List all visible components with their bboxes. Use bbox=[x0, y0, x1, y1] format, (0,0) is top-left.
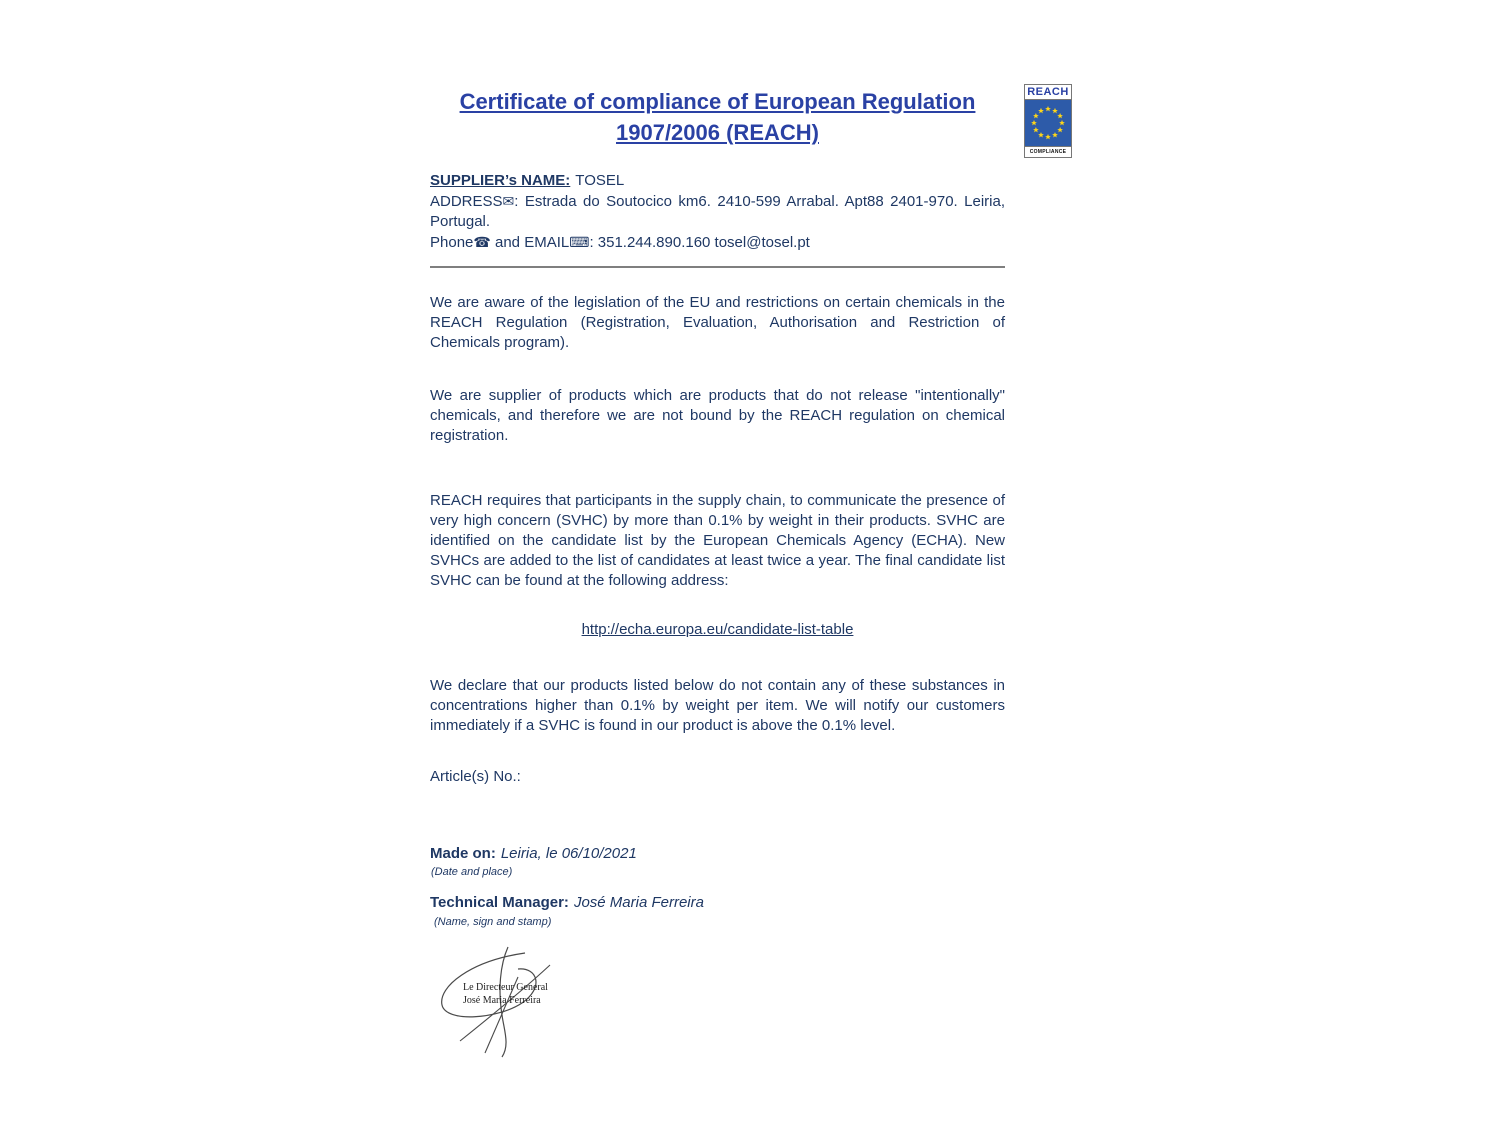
email-label: and EMAIL bbox=[490, 234, 570, 251]
candidate-list-link[interactable]: http://echa.europa.eu/candidate-list-table bbox=[581, 621, 854, 638]
title-line-1: Certificate of compliance of European Regulation bbox=[459, 89, 976, 114]
made-on-label: Made on: bbox=[430, 845, 496, 862]
signature-text-line-2: José Maria Ferreira bbox=[463, 995, 541, 1006]
page-title bbox=[430, 86, 1005, 148]
made-on-line bbox=[430, 845, 1005, 862]
paragraph-supplier-statement: We are supplier of products which are products that do not release "intentionally" chemicals, and therefore we are not bound by the REACH regulation on chemical registration. bbox=[430, 387, 1005, 444]
name-sign-caption: (Name, sign and stamp) bbox=[434, 916, 552, 928]
paragraph-reach-requirements: REACH requires that participants in the supply chain, to communicate the presence of very high concern (SVHC) by more than 0.1% by weight in their products. SVHC are identified on the candidate list by the European Chemicals Agency (ECHA). New SVHCs are added to the list of candidates at least twice a year. The final candidate list SVHC can be found at the following address: bbox=[430, 492, 1005, 589]
contact-value: : 351.244.890.160 tosel@tosel.pt bbox=[589, 234, 810, 251]
technical-manager-value: José Maria Ferreira bbox=[573, 894, 704, 911]
reach-logo-title: REACH bbox=[1025, 85, 1071, 100]
paragraph-awareness: We are aware of the legislation of the EU and restrictions on certain chemicals in the REACH Regulation (Registration, Evaluation, Authorisation and Restriction of Chemicals program). bbox=[430, 294, 1005, 351]
reach-logo-compliance-label: COMPLIANCE bbox=[1025, 146, 1071, 157]
computer-icon: ⌨ bbox=[569, 234, 590, 250]
signature-block bbox=[430, 945, 600, 1060]
address-value: : Estrada do Soutocico km6. 2410-599 Arrabal. Apt88 2401-970. Leiria, Portugal. bbox=[430, 193, 1005, 230]
reach-compliance-logo bbox=[1024, 84, 1072, 158]
supplier-name-line bbox=[430, 171, 1005, 191]
supplier-block bbox=[430, 171, 1005, 253]
eu-stars-icon bbox=[1025, 100, 1071, 146]
envelope-icon: ✉ bbox=[502, 193, 515, 209]
technical-manager-label: Technical Manager: bbox=[430, 894, 569, 911]
supplier-contact-line bbox=[430, 232, 1005, 253]
phone-label: Phone bbox=[430, 234, 474, 251]
technical-manager-line bbox=[430, 894, 1005, 911]
phone-icon: ☎ bbox=[473, 234, 491, 250]
supplier-address-line bbox=[430, 191, 1005, 232]
signature-text-line-1: Le Directeur General bbox=[463, 982, 548, 993]
address-label: ADDRESS bbox=[430, 193, 503, 210]
article-number-label: Article(s) No.: bbox=[430, 768, 521, 785]
supplier-name-label: SUPPLIER’s NAME: bbox=[430, 172, 571, 189]
paragraph-declaration: We declare that our products listed below do not contain any of these substances in concentrations higher than 0.1% by weight per item. We will notify our customers immediately if a SVHC is found in our product is above the 0.1% level. bbox=[430, 677, 1005, 734]
made-on-value: Leiria, le 06/10/2021 bbox=[500, 845, 637, 862]
supplier-name-value: TOSEL bbox=[575, 172, 625, 189]
candidate-list-link-line bbox=[430, 621, 1005, 638]
title-line-2: 1907/2006 (REACH) bbox=[616, 120, 819, 145]
divider-line bbox=[430, 266, 1005, 268]
date-place-caption: (Date and place) bbox=[431, 866, 513, 878]
